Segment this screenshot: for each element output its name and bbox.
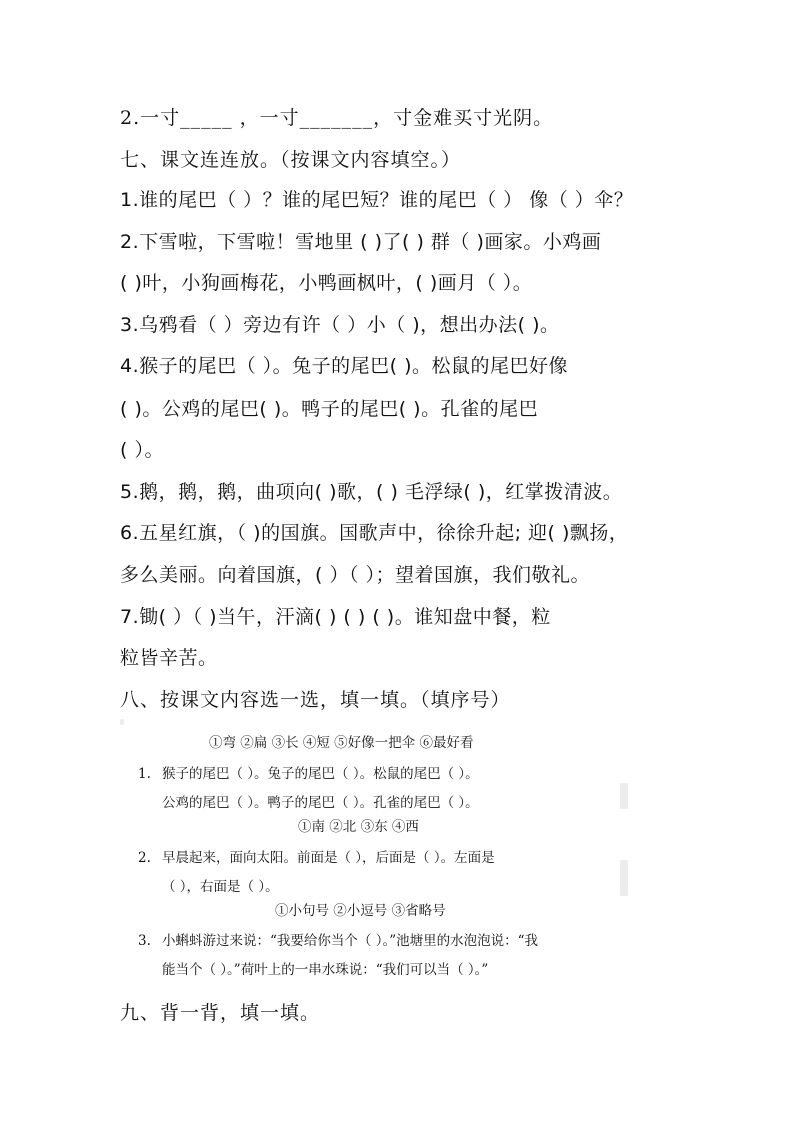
question-1-line-2: 公鸡的尾巴（ ）。鸭子的尾巴（ ）。孔雀的尾巴（ ）。	[162, 795, 479, 811]
scan-mark	[620, 860, 628, 896]
section6-line-2: 2.一寸_____ ，一寸_______，寸金难买寸光阴。	[120, 107, 554, 129]
question-1-line-1: 猴子的尾巴（ ）。兔子的尾巴（ ）。松鼠的尾巴（ ）。	[162, 766, 479, 782]
question-2-line-1: 早晨起来，面向太阳。前面是（ ），后面是（ ）。左面是	[162, 850, 495, 866]
section7-heading: 七、课文连连放。（按课文内容填空。）	[120, 149, 462, 171]
section9-heading: 九、背一背，填一填。	[120, 1002, 321, 1024]
question-3-line-2: 能当个（ ）。”荷叶上的一串水珠说：“我们可以当（ ）。”	[162, 962, 489, 978]
section7-line: 2.下雪啦，下雪啦！雪地里 ( )了( ) 群（ )画家。小鸡画	[120, 231, 602, 253]
scan-mark	[120, 719, 124, 725]
section7-line: ( )。公鸡的尾巴( )。鸭子的尾巴( )。孔雀的尾巴	[120, 398, 539, 420]
section7-line: 3.乌鸦看（ ）旁边有许（ ）小（ )，想出办法( )。	[120, 314, 560, 336]
section7-line: 1.谁的尾巴（ ）？谁的尾巴短？谁的尾巴（ ） 像（ ）伞？	[120, 189, 634, 211]
question-2-line-2: （ ），右面是（ ）。	[162, 879, 279, 895]
question-number: 2.	[138, 850, 151, 866]
section7-line: ( ）。	[120, 439, 164, 461]
section7-line: 4.猴子的尾巴（ ）。兔子的尾巴( )。松鼠的尾巴好像	[120, 355, 569, 377]
section7-line: 多么美丽。向着国旗，( ）（ ）；望着国旗，我们敬礼。	[120, 564, 590, 586]
options-row-3: ①小句号 ②小逗号 ③省略号	[275, 903, 446, 919]
options-row-2: ①南 ②北 ③东 ④西	[298, 819, 419, 835]
question-number: 1.	[138, 766, 151, 782]
section7-line: 粒皆辛苦。	[120, 647, 218, 669]
scan-mark	[620, 783, 628, 809]
section7-line: ( )叶，小狗画梅花，小鸭画枫叶，( )画月（ ）。	[120, 272, 533, 294]
options-row-1: ①弯 ②扁 ③长 ④短 ⑤好像一把伞 ⑥最好看	[209, 735, 474, 751]
section8-heading: 八、按课文内容选一选，填一填。（填序号）	[120, 689, 511, 711]
question-number: 3.	[138, 933, 151, 949]
section7-line: 6.五星红旗，（ )的国旗。国歌声中，徐徐升起; 迎( )飘扬，	[120, 522, 629, 544]
question-3-line-1: 小蝌蚪游过来说：“我要给你当个（ ）。”池塘里的水泡泡说：“我	[162, 933, 538, 949]
section7-line: 5.鹅，鹅，鹅，曲项向( )歌，( ) 毛浮绿( )，红掌拨清波。	[120, 481, 623, 503]
section7-line: 7.锄( ）（ )当午，汗滴( ) ( ) ( )。谁知盘中餐，粒	[120, 606, 551, 628]
